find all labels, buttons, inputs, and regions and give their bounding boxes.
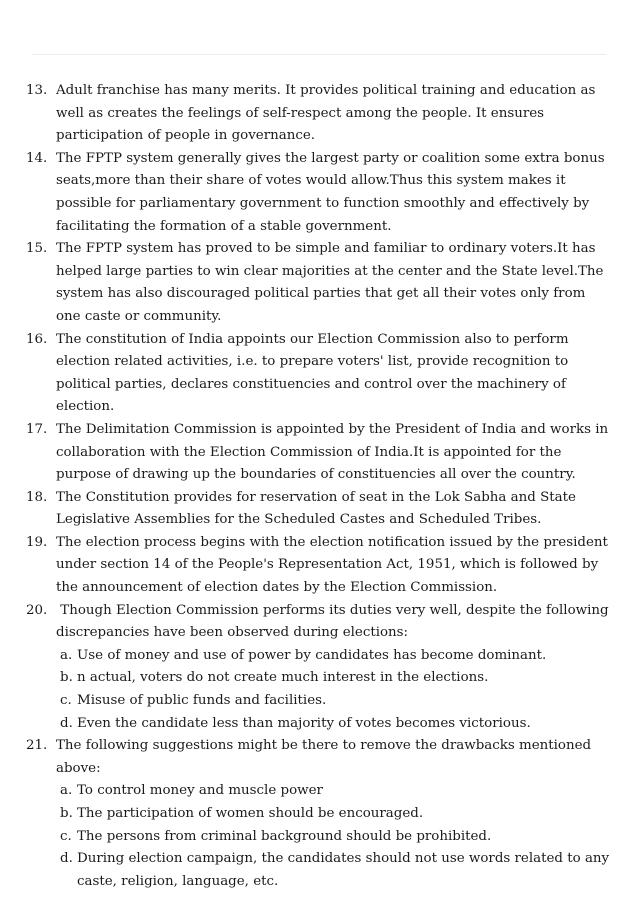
- list-item: [26, 600, 613, 736]
- list-item: [26, 148, 610, 238]
- header-divider: [32, 54, 606, 55]
- sub-list-item: [56, 780, 610, 803]
- sub-item-text: Misuse of public funds and facilities.: [77, 693, 327, 709]
- list-item: [26, 329, 610, 419]
- item-number: 17.: [26, 421, 48, 437]
- sub-item-letter: a.: [60, 647, 73, 663]
- list-item: [26, 419, 610, 487]
- sub-list-item: [56, 713, 610, 736]
- list-item: [26, 238, 610, 328]
- sub-item-text: To control money and muscle power: [77, 783, 323, 799]
- item-number: 18.: [26, 489, 48, 505]
- sub-list-item: [56, 690, 610, 713]
- sub-list-item: [56, 667, 610, 690]
- item-number: 16.: [26, 331, 48, 347]
- item-text: The FPTP system generally gives the largest party or coalition some extra bonus seats,more than their share of votes would allow.Thus this system makes it possible for parliamentary government to function smoothly and effectively by facilitating the formation of a stable government.: [56, 150, 605, 234]
- item-number: 13.: [26, 83, 48, 98]
- item-text: Adult franchise has many merits. It provides political training and education as well as creates the feelings of self-respect among the people. It ensures participation of people in governance.: [56, 83, 596, 144]
- sub-item-letter: d.: [60, 715, 73, 731]
- sub-item-letter: c.: [60, 693, 72, 709]
- sub-item-text: The participation of women should be encouraged.: [77, 806, 424, 821]
- sub-item-letter: a.: [60, 783, 73, 799]
- sub-item-text: During election campaign, the candidates should not use words related to any caste, religion, language, etc.: [77, 851, 610, 889]
- numbered-list: [26, 80, 613, 893]
- list-item: [26, 735, 610, 893]
- item-number: 15.: [26, 241, 48, 257]
- sub-list: [56, 645, 610, 735]
- list-item: [26, 487, 610, 532]
- sub-item-text: The persons from criminal background should be prohibited.: [77, 828, 492, 844]
- sub-list: [56, 780, 610, 893]
- sub-item-letter: b.: [60, 806, 73, 821]
- item-number: 20.: [26, 602, 48, 618]
- sub-item-letter: b.: [60, 670, 73, 686]
- sub-item-text: n actual, voters do not create much interest in the elections.: [77, 670, 489, 686]
- item-number: 14.: [26, 150, 48, 166]
- sub-item-letter: d.: [60, 851, 73, 867]
- document-content: [26, 80, 613, 893]
- sub-list-item: [56, 848, 610, 893]
- item-text: Though Election Commission performs its duties very well, despite the following discrepancies have been observed during elections:: [56, 602, 613, 641]
- sub-list-item: [56, 645, 610, 668]
- item-text: The following suggestions might be there to remove the drawbacks mentioned above:: [56, 738, 592, 776]
- item-number: 19.: [26, 534, 48, 550]
- sub-item-text: Use of money and use of power by candidates has become dominant.: [77, 647, 547, 663]
- sub-item-text: Even the candidate less than majority of votes becomes victorious.: [77, 715, 531, 731]
- list-item: [26, 532, 610, 600]
- item-text: The Constitution provides for reservation of seat in the Lok Sabha and State Legislative Assemblies for the Scheduled Castes and Scheduled Tribes.: [56, 489, 576, 528]
- item-text: The election process begins with the election notification issued by the president under section 14 of the People's Representation Act, 1951, which is followed by the announcement of election dates by the Election Commission.: [56, 534, 608, 596]
- list-item: [26, 80, 610, 148]
- sub-list-item: [56, 803, 610, 826]
- item-text: The Delimitation Commission is appointed by the President of India and works in collaboration with the Election Commission of India.It is appointed for the purpose of drawing up the boundaries of constituencies all over the country.: [56, 421, 609, 483]
- sub-list-item: [56, 826, 610, 849]
- item-number: 21.: [26, 738, 48, 754]
- item-text: The FPTP system has proved to be simple and familiar to ordinary voters.It has helped large parties to win clear majorities at the center and the State level.The system has also discouraged political parties that get all their votes only from one caste or community.: [56, 241, 604, 324]
- sub-item-letter: c.: [60, 828, 72, 844]
- item-text: The constitution of India appoints our Election Commission also to perform election related activities, i.e. to prepare voters' list, provide recognition to political parties, declares constituencies and control over the machinery of election.: [56, 331, 569, 415]
